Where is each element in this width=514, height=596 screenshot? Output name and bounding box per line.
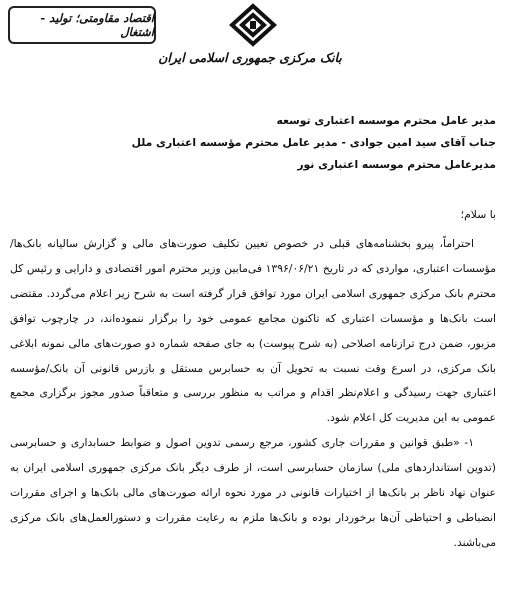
recipient-line: مدیر عامل محترم موسسه اعتباری توسعه (276, 114, 496, 127)
salutation: با سلام؛ (460, 208, 496, 221)
recipients-block (16, 110, 496, 176)
slogan-text: اقتصاد مقاومتی؛ تولید - اشتغال (40, 11, 154, 39)
letter-body (10, 232, 496, 556)
bank-name: بانک مرکزی جمهوری اسلامی ایران (158, 50, 342, 65)
recipient-line: مدیرعامل محترم موسسه اعتباری نور (297, 158, 496, 171)
slogan-box (8, 6, 156, 44)
body-paragraph: احتراماً، پیرو بخشنامه‌های قبلی در خصوص تعیین تکلیف صورت‌های مالی و گزارش سالیانه بانک‌ها/مؤسسات اعتباری، مواردی که در تاریخ ۱۳۹۶/۰۶/۲۱ فی‌مابین وزیر محترم امور اقتصادی و دارایی و رئیس کل محترم بانک مرکزی جمهوری اسلامی ایران مورد توافق قرار گرفته است به شرح زیر اعلام می‌گردد. مقتضی است بانک‌ها و مؤسسات اعتباری که تاکنون مجامع عمومی خود را برگزار ننموده‌اند، در چارچوب توافق مزبور، ضمن درج ترازنامه اصلاحی (به شرح پیوست) به جای صفحه شماره دو صورت‌های مالی نمونه ابلاغی بانک مرکزی، در اسرع وقت نسبت به تحویل آن به حسابرس مستقل و بازرس قانونی آن بانک/مؤسسه اعتباری جهت رسیدگی و اعلام‌نظر اقدام و مراتب به منظور بررسی و متعاقباً صدور مجوز برگزاری مجمع عمومی به این مدیریت کل اعلام شود. (10, 237, 496, 425)
recipient-line: جناب آقای سید امین جوادی - مدیر عامل محترم مؤسسه اعتباری ملل (131, 136, 496, 149)
central-bank-logo-icon (224, 2, 282, 48)
numbered-clause: ۱- «طبق قوانین و مقررات جاری کشور، مرجع رسمی تدوین اصول و ضوابط حسابداری و حسابرسی (تدوین استانداردهای ملی) سازمان حسابرسی است، از طرف دیگر بانک مرکزی جمهوری اسلامی ایران به عنوان نهاد ناظر بر بانک‌ها از اختیارات قانونی در مورد نحوه ارائه صورت‌های مالی بانک‌ها و اجرای مقررات انضباطی و احتیاطی آن‌ها برخوردار بوده و بانک‌ها ملزم به رعایت مقررات و دستورالعمل‌های بانک مرکزی می‌باشند. (10, 436, 496, 549)
